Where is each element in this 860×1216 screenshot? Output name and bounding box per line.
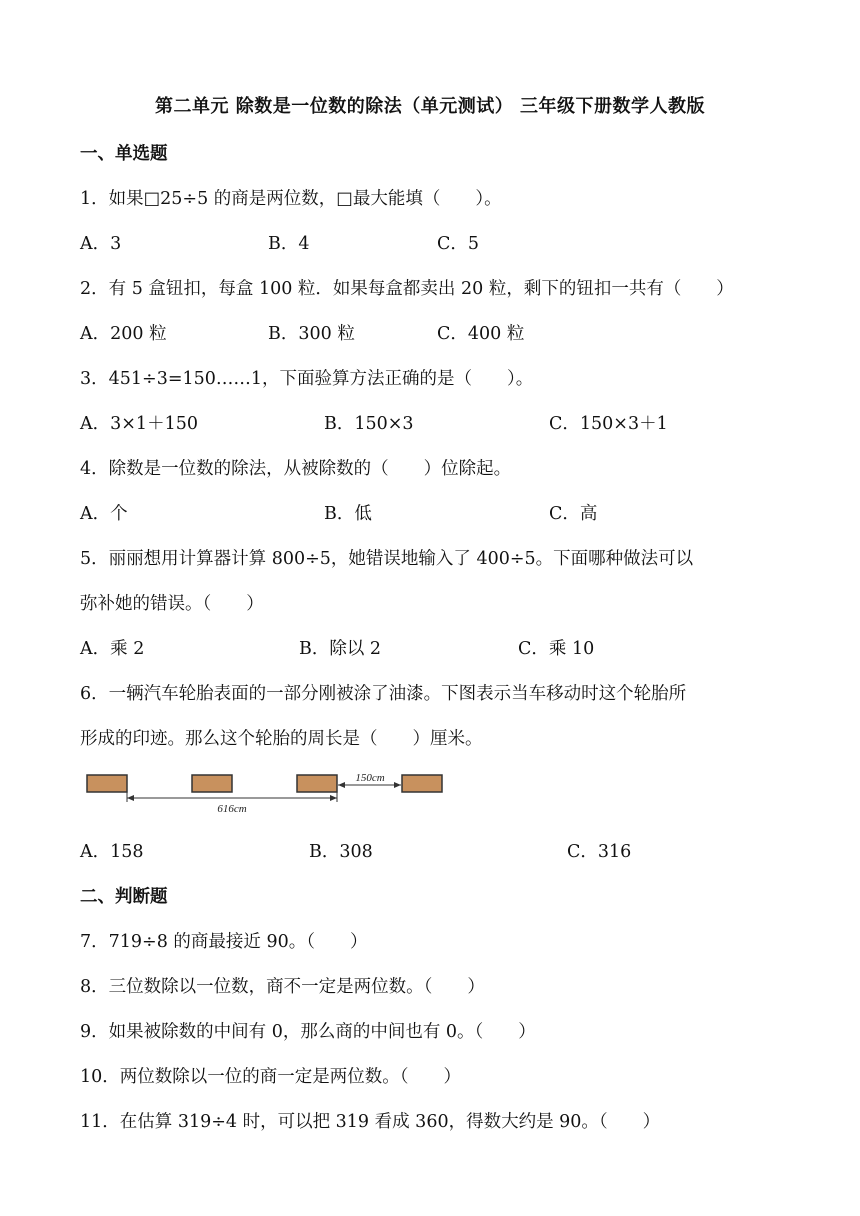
q6-option-c: C．316	[567, 842, 632, 862]
tire-mark-2	[192, 775, 232, 792]
question-4: 4．除数是一位数的除法，从被除数的（ ）位除起。	[80, 459, 512, 479]
question-7: 7．719÷8 的商最接近 90。（ ）	[80, 932, 368, 952]
arrowhead-right-616	[330, 795, 337, 801]
arrowhead-left-616	[127, 795, 134, 801]
section-heading-single-choice: 一、单选题	[80, 144, 168, 164]
q1-option-c: C．5	[437, 234, 480, 254]
q3-option-c: C．150×3＋1	[549, 414, 668, 434]
question-3: 3．451÷3=150……1，下面验算方法正确的是（ ）。	[80, 369, 534, 389]
question-10: 10．两位数除以一位的商一定是两位数。（ ）	[80, 1067, 462, 1087]
page-title: 第二单元 除数是一位数的除法（单元测试） 三年级下册数学人教版	[154, 96, 706, 117]
question-9: 9．如果被除数的中间有 0，那么商的中间也有 0。（ ）	[80, 1022, 536, 1042]
q4-option-c: C．高	[549, 504, 598, 524]
question-6-line-2: 形成的印迹。那么这个轮胎的周长是（ ）厘米。	[80, 729, 483, 749]
arrowhead-right-150	[394, 782, 401, 788]
question-11: 11．在估算 319÷4 时，可以把 319 看成 360，得数大约是 90。（ ）	[80, 1112, 661, 1132]
q1-option-b: B．4	[268, 234, 310, 254]
q5-option-b: B．除以 2	[299, 639, 382, 659]
q2-option-c: C．400 粒	[437, 324, 525, 344]
question-1: 1．如果□25÷5 的商是两位数，□最大能填（ ）。	[80, 189, 502, 209]
q6-option-b: B．308	[309, 842, 373, 862]
question-8: 8．三位数除以一位数，商不一定是两位数。（ ）	[80, 977, 485, 997]
q6-option-a: A．158	[80, 842, 144, 862]
tire-mark-1	[87, 775, 127, 792]
q5-option-a: A．乘 2	[80, 639, 145, 659]
question-2: 2．有 5 盒钮扣，每盒 100 粒．如果每盒都卖出 20 粒，剩下的钮扣一共有（ ）	[80, 279, 734, 299]
dimension-label-150: 150cm	[355, 772, 385, 784]
tire-mark-4	[402, 775, 442, 792]
q2-option-a: A．200 粒	[80, 324, 167, 344]
q1-option-a: A．3	[80, 234, 122, 254]
dimension-label-616: 616cm	[217, 803, 247, 815]
tire-marks-figure	[80, 766, 460, 816]
q5-option-c: C．乘 10	[518, 639, 595, 659]
q4-option-a: A．个	[80, 504, 128, 524]
q4-option-b: B．低	[324, 504, 372, 524]
arrowhead-left-150	[338, 782, 345, 788]
tire-mark-3	[297, 775, 337, 792]
q2-option-b: B．300 粒	[268, 324, 355, 344]
question-5-line-2: 弥补她的错误。（ ）	[80, 594, 264, 614]
question-5-line-1: 5．丽丽想用计算器计算 800÷5，她错误地输入了 400÷5。下面哪种做法可以	[80, 549, 694, 569]
q3-option-b: B．150×3	[324, 414, 414, 434]
question-6-line-1: 6．一辆汽车轮胎表面的一部分刚被涂了油漆。下图表示当车移动时这个轮胎所	[80, 684, 687, 704]
q3-option-a: A．3×1＋150	[80, 414, 198, 434]
section-heading-true-false: 二、判断题	[80, 887, 168, 907]
